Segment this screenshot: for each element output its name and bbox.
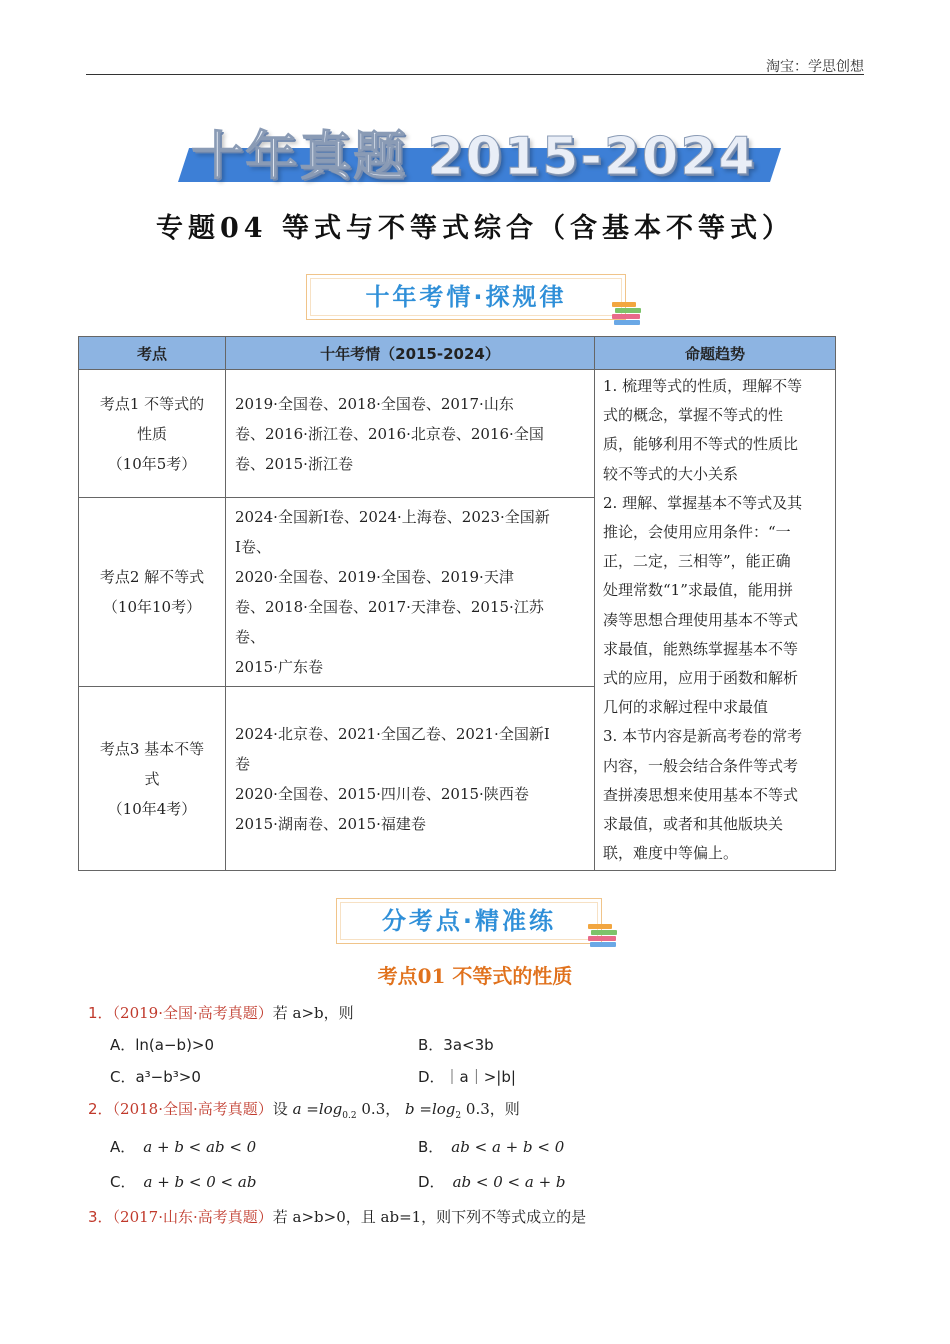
trend-line: 正，二定，三相等”，能正确 <box>603 552 791 571</box>
question-source: （2017·山东·高考真题） <box>112 1208 273 1226</box>
math-sub: 2 <box>455 1111 462 1121</box>
books-icon <box>588 924 618 946</box>
cases-line: 2015·湖南卷、2015·福建卷 <box>235 814 426 833</box>
kp-heading: 考点01 不等式的性质 <box>377 964 573 988</box>
question-stem: ， <box>385 1100 401 1118</box>
books-icon <box>612 302 642 324</box>
cases-cell <box>226 498 595 687</box>
kp-cell <box>79 498 226 687</box>
trend-cell <box>595 370 836 871</box>
question-stem: 设 <box>272 1100 288 1118</box>
question-number: 2． <box>88 1100 113 1118</box>
math-expr: ab < 0 < a + b <box>452 1173 566 1191</box>
table-header-kp: 考点 <box>79 337 226 370</box>
trend-line: 1. 梳理等式的性质，理解不等 <box>603 377 803 395</box>
kp-line: 考点1 不等式的 <box>99 394 205 413</box>
option-letter: D． <box>418 1173 445 1191</box>
option-letter: C． <box>110 1173 136 1191</box>
cases-line: Ⅰ卷、 <box>235 538 271 557</box>
math-expr: a + b < 0 < ab <box>143 1173 257 1191</box>
question-number: 3． <box>88 1208 113 1226</box>
trend-line: 式的概念，掌握不等式的性 <box>603 406 784 425</box>
trend-line: 求最值，或者和其他版块关 <box>603 815 784 834</box>
option-a <box>110 1136 256 1157</box>
trend-line: 查拼凑思想来使用基本不等式 <box>603 785 799 804</box>
kp-line: （10年10考） <box>102 598 202 617</box>
question-stem: 若 a>b，则 <box>272 1004 354 1022</box>
cases-line: 2020·全国卷、2015·四川卷、2015·陕西卷 <box>235 784 529 803</box>
math-expr: ab < a + b < 0 <box>451 1138 565 1156</box>
question-stem: ，则 <box>489 1100 520 1118</box>
math-expr: a =log <box>292 1100 343 1118</box>
cases-line: 2024·全国新Ⅰ卷、2024·上海卷、2023·全国新 <box>235 508 550 527</box>
trend-line: 联，难度中等偏上。 <box>603 844 739 863</box>
page-subtitle: 专题04 等式与不等式综合（含基本不等式） <box>156 213 794 244</box>
question-source: （2019·全国·高考真题） <box>112 1004 273 1022</box>
kp-line: 考点3 基本不等 <box>99 739 205 758</box>
table-row <box>79 370 836 498</box>
kp-line: （10年5考） <box>107 454 197 473</box>
option-a: A．ln(a−b)>0 <box>110 1036 215 1054</box>
math-expr: 0.3 <box>461 1100 490 1118</box>
table-header-trend: 命题趋势 <box>595 337 836 370</box>
cases-line: 2015·广东卷 <box>235 658 323 677</box>
cases-line: 卷 <box>235 754 251 773</box>
option-d <box>418 1171 566 1192</box>
trend-line: 凑等思想合理使用基本不等式 <box>603 610 799 629</box>
cases-line: 2019·全国卷、2018·全国卷、2017·山东 <box>235 394 514 413</box>
math-sub: 0.2 <box>342 1111 357 1121</box>
option-c: C．a³−b³>0 <box>110 1068 201 1086</box>
question-2 <box>88 1098 520 1121</box>
cases-line: 卷、2015·浙江卷 <box>235 454 353 473</box>
header-rule <box>86 74 864 75</box>
banner-title: 十年真题 2015-2024 <box>191 127 757 187</box>
exam-trend-table <box>78 336 836 871</box>
question-1 <box>88 1002 354 1023</box>
cases-line: 2024·北京卷、2021·全国乙卷、2021·全国新Ⅰ <box>235 724 550 743</box>
trend-line: 3. 本节内容是新高考卷的常考 <box>603 727 803 746</box>
option-letter: B． <box>418 1138 444 1156</box>
trend-line: 处理常数“1”求最值，能用拼 <box>603 581 793 600</box>
cases-line: 卷、2018·全国卷、2017·天津卷、2015·江苏 <box>235 598 544 617</box>
cases-line: 卷、2016·浙江卷、2016·北京卷、2016·全国 <box>235 424 544 443</box>
trend-line: 求最值，能熟练掌握基本不等 <box>603 639 799 658</box>
trend-line: 推论，会使用应用条件：“一 <box>603 523 791 542</box>
math-expr: b =log <box>405 1100 456 1118</box>
option-b: B．3a<3b <box>418 1036 494 1054</box>
math-expr: a + b < ab < 0 <box>143 1138 257 1156</box>
math-expr: 0.3 <box>356 1100 386 1118</box>
option-c <box>110 1171 256 1192</box>
option-b <box>418 1136 564 1157</box>
section-badge-practice: 分考点·精准练 <box>336 898 602 944</box>
trend-line: 式的应用，应用于函数和解析 <box>603 669 799 688</box>
trend-line: 较不等式的大小关系 <box>603 464 739 483</box>
kp-line: （10年4考） <box>107 799 197 818</box>
trend-line: 几何的求解过程中求最值 <box>603 698 769 717</box>
question-number: 1． <box>88 1004 113 1022</box>
kp-line: 式 <box>144 769 160 788</box>
trend-line: 质，能够利用不等式的性质比 <box>603 435 799 454</box>
kp-cell <box>79 687 226 871</box>
option-d: D．｜a｜>|b| <box>418 1068 516 1086</box>
trend-line: 内容，一般会结合条件等式考 <box>603 756 799 775</box>
cases-cell <box>226 370 595 498</box>
question-stem: 若 a>b>0，且 ab=1，则下列不等式成立的是 <box>272 1208 587 1226</box>
header-shop-text: 淘宝：学思创想 <box>766 59 864 75</box>
question-3 <box>88 1206 586 1227</box>
kp-cell <box>79 370 226 498</box>
kp-line: 性质 <box>136 424 167 443</box>
title-banner <box>178 114 770 186</box>
option-letter: A． <box>110 1138 136 1156</box>
kp-line: 考点2 解不等式 <box>99 568 205 587</box>
table-header-cases: 十年考情（2015-2024） <box>226 337 595 370</box>
section-badge-trends: 十年考情·探规律 <box>306 274 626 320</box>
cases-line: 2020·全国卷、2019·全国卷、2019·天津 <box>235 568 514 587</box>
question-source: （2018·全国·高考真题） <box>112 1100 273 1118</box>
cases-line: 卷、 <box>235 628 266 647</box>
trend-line: 2. 理解、掌握基本不等式及其 <box>603 493 803 512</box>
cases-cell <box>226 687 595 871</box>
